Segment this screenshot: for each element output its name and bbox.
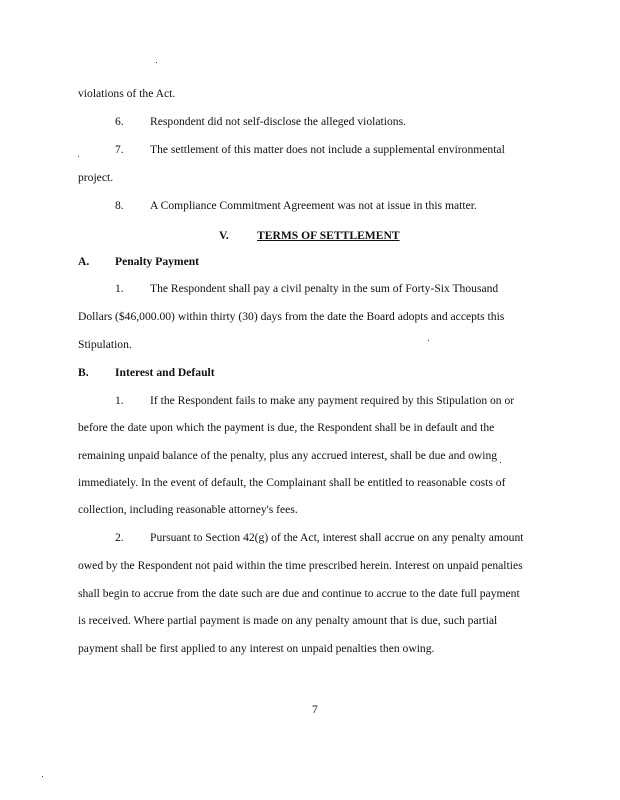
paragraph-line: before the date upon which the payment is due, the Respondent shall be in default and the: [78, 421, 495, 434]
scan-speck: [78, 156, 79, 157]
subsection-letter: B.: [78, 366, 89, 379]
paragraph-line: The Respondent shall pay a civil penalty in the sum of Forty-Six Thousand: [150, 282, 499, 295]
paragraph-line: Dollars ($46,000.00) within thirty (30) days from the date the Board adopts and accepts this: [78, 310, 505, 323]
paragraph-line: owed by the Respondent not paid within the time prescribed herein. Interest on unpaid penalties: [78, 559, 523, 572]
item-text: A Compliance Commitment Agreement was not at issue in this matter.: [150, 199, 477, 212]
page-number: 7: [312, 703, 318, 716]
item-text: Respondent did not self-disclose the alleged violations.: [150, 115, 406, 128]
paragraph-line: shall begin to accrue from the date such are due and continue to accrue to the date full payment: [78, 587, 520, 600]
paragraph-line: payment shall be first applied to any interest on unpaid penalties then owing.: [78, 642, 435, 655]
paragraph-line: If the Respondent fails to make any payment required by this Stipulation on or: [150, 394, 515, 407]
paragraph-line: is received. Where partial payment is made on any penalty amount that is due, such partial: [78, 614, 498, 627]
subsection-letter: A.: [78, 255, 90, 268]
section-number: V.: [219, 229, 229, 242]
paragraph-line: remaining unpaid balance of the penalty, plus any accrued interest, shall be due and owing: [78, 449, 498, 462]
paragraph-line: Stipulation.: [78, 338, 132, 351]
paragraph-line: Pursuant to Section 42(g) of the Act, interest shall accrue on any penalty amount: [150, 531, 524, 544]
section-title: TERMS OF SETTLEMENT: [257, 229, 400, 242]
paragraph-number: 1.: [115, 394, 124, 407]
paragraph-line: immediately. In the event of default, the Complainant shall be entitled to reasonable costs of: [78, 476, 506, 489]
item-number: 7.: [115, 143, 124, 156]
item-text-continued: project.: [78, 171, 114, 184]
item-number: 6.: [115, 115, 124, 128]
scan-speck: [42, 776, 43, 777]
continuation-line: violations of the Act.: [78, 87, 176, 100]
item-number: 8.: [115, 199, 124, 212]
subsection-title: Penalty Payment: [115, 255, 200, 268]
paragraph-number: 2.: [115, 531, 124, 544]
paragraph-number: 1.: [115, 282, 124, 295]
scan-speck: [156, 62, 157, 63]
item-text: The settlement of this matter does not include a supplemental environmental: [150, 143, 505, 156]
paragraph-line: collection, including reasonable attorney's fees.: [78, 503, 298, 516]
subsection-title: Interest and Default: [115, 366, 215, 379]
scan-speck: [500, 462, 501, 463]
scan-speck: [428, 340, 429, 341]
